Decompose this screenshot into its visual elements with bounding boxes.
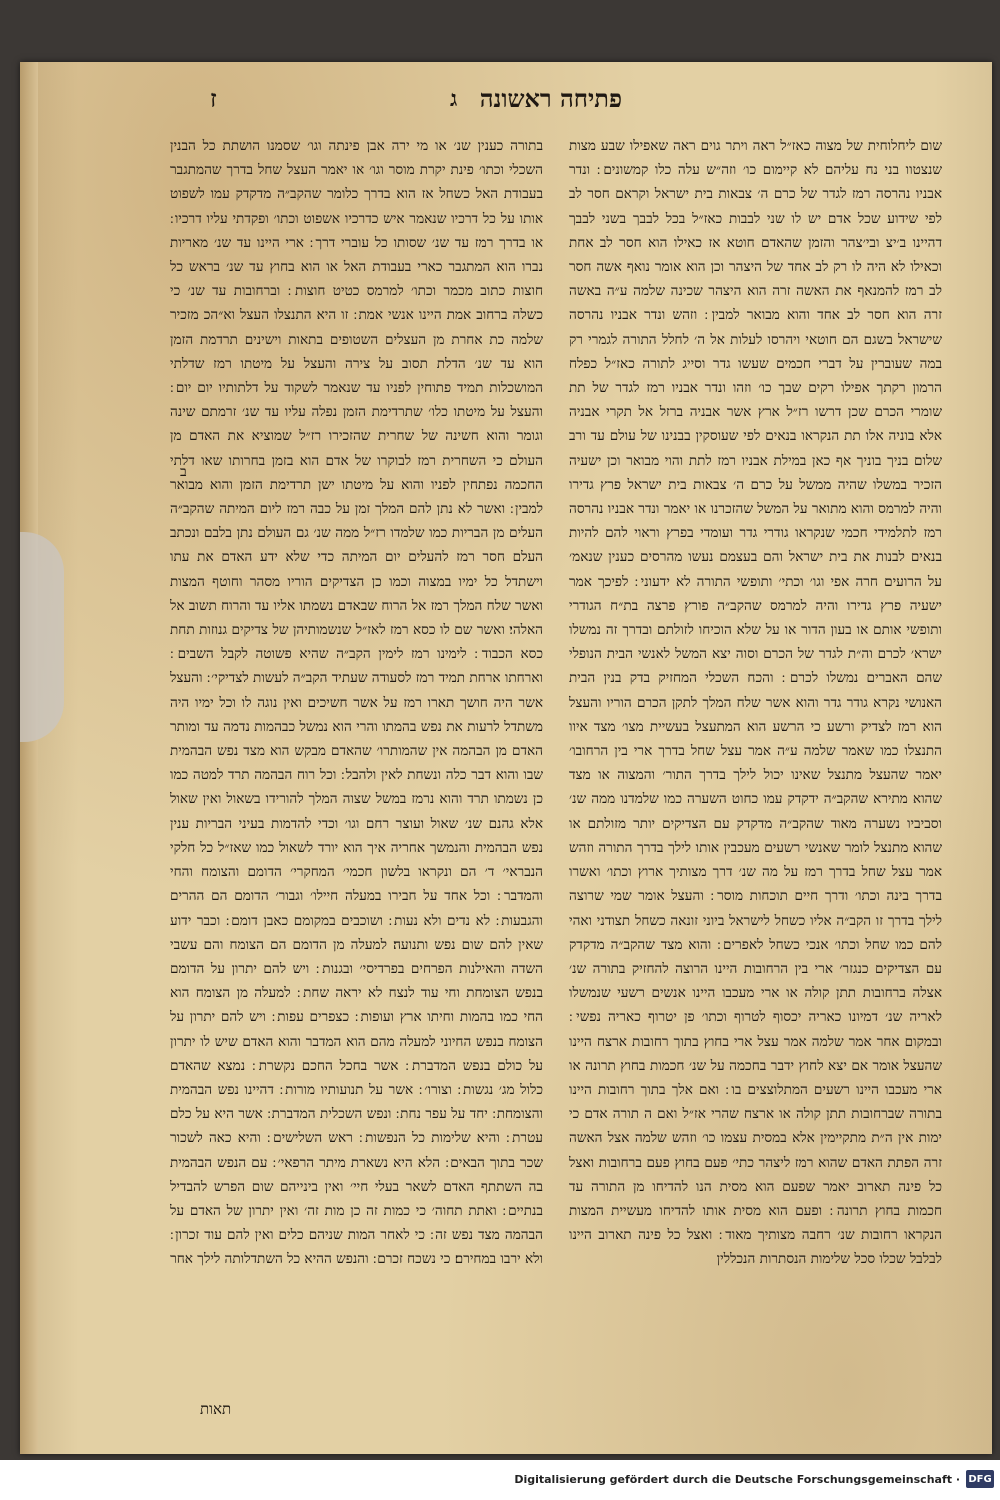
funding-credit: Digitalisierung gefördert durch die Deutsche Forschungsgemeinschaft ·: [514, 1473, 960, 1486]
page-header: [180, 84, 922, 124]
catchword: תאות: [200, 1400, 232, 1418]
folio-sub-number: ג: [450, 86, 458, 112]
right-column: [569, 134, 942, 1424]
running-title: פתיחה ראשונה: [479, 84, 622, 113]
margin-mark: ב: [180, 464, 187, 480]
paper-tab-strip: [20, 532, 64, 742]
footer-bar: [0, 1460, 1000, 1500]
folio-number: ז: [210, 84, 217, 113]
manuscript-page: [20, 62, 992, 1454]
left-column: [170, 134, 543, 1424]
text-columns: [170, 134, 942, 1424]
dfg-logo: DFG: [966, 1470, 994, 1488]
right-column-text: שום ליחלוחית של מצוה כאז״ל ראה ויתר גוים ראה שאפילו שבע מצות שנצטוו בני נח עליהם לא קיימום כו׳ וזה״ש עלה כלו קמשונים ׃ ונדר אבניו נהרסה רמז לגדר של כרם ה׳ צבאות בית ישראל וקראם חסר לב לפי שידוע שכל אדם יש לו שני לבבות כאז״ל בכל לבבך בשני לבבך דהיינו ב׳יצ ובי׳צהר והזמן שהאדם חוטא אז כאילו הוא חסר לב אחת וכאילו לא היה לו רק לב אחד של היצהר וכן הוא אומר נואף אשה חסר לב רמז להמנאף את האשה זרה הוא היצהר שכינה שלמה ע״ה באשה זרה הוא חסר לב אחד והוא מבואר למבין ׃ וזהש ונדר אבניו נהרסה שישראל בשגם הם חוטאי ויהרסו לעלות אל ה׳ לחלל התורה לגמרי רק במה שעוברין על דברי חכמים שעשו גדר וסייג לתורה כאז״ל כפלח הרמון רקתך אפילו רקים שבך כו׳ וזהו ונדר אבניו רמז לגדר של תת שומרי הכרם שכן דרשו רז״ל ארץ אשר אבניה ברזל אל תקרי אבניה אלא בוניה אלו תת הנקראו בנאים לפי שעוסקין בבנינו של עולם עד ורב שלום בניך בוניך אף כאן במילת אבניו רמז לתת והוי מבואר וכן ישעיה הזכיר במשלו שהיה ממשל על כרם ה׳ צבאות בית ישראל פרץ גדירו והיה למרמס והוא מתואר על המשל שהזכרנו או יאמר ונדר אבניו נהרסה רמז לתלמידי חכמי שנקראו גודרי גדר ועומדי בפרץ וראוי להם להיות בנאים לבנות את בית ישראל והם בעצמם נעשו מהרסים כענין שנאמ׳ על הרועים חרה אפי וגו׳ וכתי׳ ותופשי התורה לא ידעוני ׃ לפיכך אמר ישעיה פרץ גדירו והיה למרמס שהקב״ה פורץ פרצה בת״ח הגודרי ותופשי אותם או בעון הדור או על שלא הוכיחו לזולתם ובדרך זה נמשלו ישרא׳ לכרם וה״ת לגדר של הכרם וסוה יצא המשל לאנשי הבית הנופלי שהם האברים נמשלו לכרם ׃ והכח השכלי המחזיק בדק בנין הבית האנושי נקרא גודר גדר והוא אשר שלח המלך לתקן הכרם הוריו והעצל הוא רמז לצדיק ורשע כי הרשע הוא המתעצל בעשיית מצו׳ מצד איוו התנצלו כמו שאמר שלמה ע״ה אמר עצל שחל בדרך ארי בין הרחובו׳ יאמר שהעצל מתנצל שאינו יכול לילך בדרך התור׳ והמצוה או מצד שהוא מתירא שהקב״ה ידקדק עמו כחוט השערה כמו שלמדנו ממה שנ׳ וסביביו נשערה מאוד שהקב״ה מדקדק עם הצדיקים יותר מזולתם או שהוא מתנצל לומר שאנשי רשעים מעכבין אותו לילך בדרך התורה וזהש אמר עצל שחל בדרך רמז על מה שנ׳ דרך מצותיך ארוץ וכתו׳ ואשרו בדרך בינה וכתו׳ ודרך חיים תוכחות מוסר ׃ והעצל אומר שמי שרוצה לילך בדרך זו הקב״ה אליו כשחל לישראל ביוני זונאה כשחל תצודני ואהי להם כמו שחל וכתו׳ אנכי כשחל לאפרים ׃ והוא מצד שהקב״ה מדקדק עם הצדיקים כנגזר׳ ארי בין הרחובות היינו הרוצה להחזיק בתורה שנ׳ אצלה ברחובות תתן קולה או ארי מעכבו היינו אנשים רשעי שנמשלו לאריה שנ׳ דמיונו כאריה יכסוף לטרוף וכתו׳ פן יטרוף כאריה נפשי ׃ ובמקום אחר אמר שלמה אמר עצל ארי בחוץ בתוך רחובות ארצח היינו שהעצל אומר אם יצא לחוץ ידבר בחכמה על שנ׳ חכמות בחוץ תרונה או ארי מעכבו היינו רשעים המתלוצצים בו ׃ ואם אלך בתוך רחובות היינו בתורה שברחובות תתן קולה או ארצח שהרי אז״ל ואם ה תורה אדם כי ימות אין ה״ת מתקיימין אלא במסית עצמו כו׳ וזהש שלמה אצל האשה זרה הפתת האדם שהוא רמז ליצהר כתי׳ פעם בחוץ פעם ברחובות ואצל כל פינה תארוב יאמר שפעם הוא מסית הנו להדיחו מן התורה עד חכמות בחוץ תרונה ׃ ופעם הוא מסית אותו להדיחו מעשיית המצות הנקראו רחובות שנ׳ רחבה מצותיך מאוד ׃ ואצל כל פינה תארוב היינו לבלבל שכלו סכל שלימות הנסתרות הנכללין: [569, 138, 942, 1268]
left-column-text: בתורה כענין שנ׳ או מי ירה אבן פינתה וגו׳ שסמנו הושתת כל הבנין השכלי וכתו׳ פינת יקרת מוסר וגו׳ או יאמר העצל שחל בדרך שהמתגבר בעבודת האל כשחל אז הוא בדרך כלומר שהקב״ה מדקדק עמו לשפוט אותו על כל דרכיו שנאמר איש כדרכיו אשפוט וכתו׳ ופקדתי עליו דרכיו ׃ או בדרך רמז עד שנ׳ שסותו כל עוברי דרך ׃ ארי היינו עד שנ׳ מאריות נברו הוא המתגבר כארי בעבודת האל או הוא בחוץ עד שנ׳ בראש כל חוצות כתוב מכמר וכתו׳ למרמס כטיט חוצות ׃ וברחובות עד שנ׳ כי כשלה ברחוב אמת היינו אנשי אמת ׃ זו היא התנצלו העצל וא״הכ מזכיר שלמה כת אחרת מן העצלים השטופים בתאות וישינים תרדמת הזמן הוא עד שנ׳ הדלת תסוב על צירה והעצל על מיטתו רמז שדלתי המושכלות תמיד פתוחין לפניו עד שנאמר לשקוד על דלתותיו יום יום ׃ והעצל על מיטתו כלו׳ שתרדימת הזמן נפלה עליו עד שנ׳ זרמתם שינה וגומר והוא חשינה של שחרית שהזכירו רז״ל שמוציא את האדם מן העולם כי השחרית רמז לבוקרו של אדם הוא בזמן בחרותו שאו דלתי החכמה נפתחין לפניו והוא על מיטתו ישן תרדימת הזמן והוא מבואר למבין ׃ ואשר לא נתן להם המלך זמן על כבה רמז ליום המיתה שהקב״ה העלים מן הבריות כמו שלמדו רז״ל ממה שנ׳ גם העולם נתן בלבם ונכתב העלם חסר רמז להעלים יום המיתה כדי שלא ידע האדם את עתו וישתדל כל ימיו במצוה וכמו כן הצדיקים הוריו מסהר וחוטף המצות ואשר שלח המלך רמז אל הרוח שבאדם נשמתו אליו עד והרוח תשוב אל האלהי׃ ואשר שם לו כסא רמז לאז״ל שנשמותיהן של צדיקים גנוזות תחת כסא הכבוד ׃ לימינו רמז לימין הקב״ה שהיא פשוטה לקבל השבים ׃ וארחתו ארחת תמיד רמז לסעודה שעתיד הקב״ה לעשות לצדיקי׳ ׃ והעצל אשר היה חושך תארו רמז על אשר חשיכים ואין נוגה לו וכל ימיו היה משתדל לרעות את נפש בהמתו והרי הוא נמשל כבהמות נדמה עד ומותר האדם מן הבהמה אין שהמותרו׳ שהאדם מבקש הוא מצד נפש הבהמית שבו והוא דבר כלה ונשחת לאין ולהבל ׃ וכל רוח הבהמה תרד למטה כמו כן נשמתו תרד והוא נרמז במשל שצוה המלך להורידו בשאול ואין שאול אלא גהנם שנ׳ שאול ועוצר רחם וגו׳ וכדי להדמות בעיני הבריות ענין נפש הבהמית והנמשך אחריה איך הוא יורד לשאול כמו שאז״ל כל חלקי הנבראי׳ ד׳ הם ונקראו בלשון חכמי׳ המחקרי׳ הדומם והצומח והחי והמדבר ׃ וכל אחד על חבירו במעלה חיילו׳ וגבור׳ הדומם הם ההרים והגבעות ׃ לא נדים ולא נעות ׃ ושוכבים במקומם כאבן דומם ׃ וכבר ידוע שאין להם שום נפש ותנועה׃ למעלה מן הדומם הם הצומח והם עשבי השדה והאילנות הפרחים בפרדיסי׳ ובגנות ׃ ויש להם יתרון על הדומם בנפש הצומחת וחי עוד לנצח לא יראה שחת ׃ למעלה מן הצומח הוא החי כמו בהמות וחיתו ארץ ועופות ׃ כצפרים עפות ׃ ויש להם יתרון על הצומח בנפש החיוני למעלה מהם הוא המדבר והוא האדם שיש לו יתרון על כולם בנפש המדברת ׃ אשר בחכל החכם נקשרת ׃ נמצא שהאדם כלול מג׳ נגשות ׃ וצורו׳ ׃ אשר על תנועותיו מורות ׃ דהיינו נפש הבהמית והצומחת ׃ יחד על עפר נחת ׃ ונפש השכלית המדברת ׃ אשר היא על כלם עטרת ׃ והיא שלימות כל הנפשות ׃ ראש השלישים ׃ והיא כאה לשכור שכר בתוך הבאים ׃ הלא היא נשארת מיתר הרפאי׳ ׃ עם הנפש הבהמית בה השתתף האדם לשאר בעלי חיי׳ ואין בינייהם שום הפרש להבדיל בנתיים ׃ ואתת תחוה׳ כי כמות זה כן מות זה׳ ואין יתרון של האדם על הבהמה מצד נפש זה ׃ כי לאחר המות שניהם כלים ואין להם עוד זכרון ׃ ולא ירבו במחירם׃ כי נשכח זכרם ׃ והנפש ההיא כל השתדלותה לילך אחר: [170, 138, 543, 1268]
page-binding-edge: [20, 62, 38, 1454]
